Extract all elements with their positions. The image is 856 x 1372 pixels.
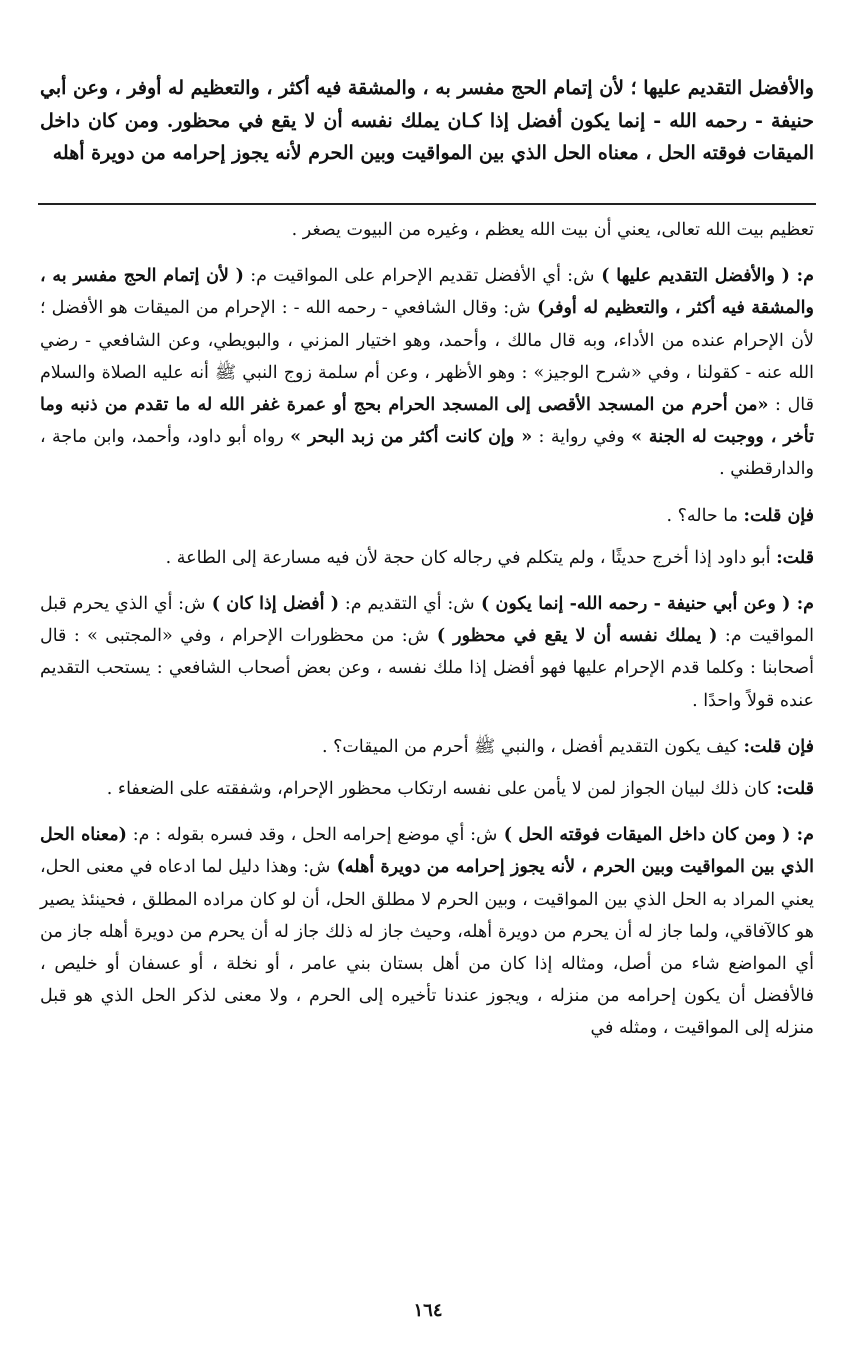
matn-quote: م: ( وعن أبي حنيفة - رحمه الله- إنما يكون ) (474, 594, 814, 615)
commentary-text: كيف يكون التقديم أفضل ، والنبي ﷺ أحرم من الميقات؟ . (321, 736, 744, 757)
matn-text: والأفضل التقديم عليها ؛ لأن إتمام الحج مفسر به ، والمشقة فيه أكثر ، والتعظيم له أوفر ، وعن أبي حنيفة - رحمه الله - إنما يكون أفضل إذا كـان يملك نفسه أن لا يقع في محظور. ومن كان داخل الميقات فوقته الحل ، معناه الحل الذي بين المواقيت وبين الحرم لأنه يجوز إحرامه من دويرة أهله (40, 77, 814, 164)
page-number: ١٦٤ (413, 1300, 443, 1321)
paragraph-1: تعظيم بيت الله تعالى، يعني أن بيت الله يعظم ، وغيره من البيوت يصغر . (291, 220, 814, 240)
paragraph-7 (40, 773, 814, 805)
commentary-text: رواه أبو داود، وأحمد، وابن ماجة ، والدارقطني . (40, 427, 814, 480)
commentary-text: ش: وهذا دليل لما ادعاه في معنى الحل، يعني المراد به الحل الذي بين المواقيت ، وبين الحرم لا مطلق الحل، أن لو كان مراده المطلق ، فحينئذ يصير هو كالآفاقي، ولما جاز له أن يحرم من دويرة أهله، وحيث جاز له ذلك جاز له أن يحرم من دويرة أهله جاز من أي المواضع شاء من أصل، ومثاله إذا كان من أهل بستان بني عامر ، أو نخلة ، أو عسفان أو خليص ، فالأفضل أن يكون إحرامه من منزله ، ويجوز عندنا تأخيره إلى الحرم ، ولا معنى لذكر الحل الذي هو قبل منزله إلى المواقيت ، ومثله في (40, 857, 814, 1039)
commentary-text: أبو داود إذا أخرج حديثًا ، ولم يتكلم في رجاله كان حجة لأن فيه مسارعة إلى الطاعة . (165, 547, 777, 568)
matn-quote: (معناه الحل الذي بين المواقيت وبين الحرم ، لأنه يجوز إحرامه من دويرة أهله) (40, 825, 814, 878)
paragraph-6 (40, 731, 814, 763)
answer-label: قلت: (776, 779, 814, 800)
paragraph-4 (40, 542, 814, 574)
matn-quote: ( يملك نفسه أن لا يقع في محظور ) (429, 626, 718, 647)
paragraph-8 (40, 819, 814, 1044)
matn-quote: ( أفضل إذا كان ) (205, 594, 340, 615)
commentary-text: ما حاله؟ . (666, 505, 744, 526)
hadith-quote: « وإن كانت أكثر من زبد البحر » (290, 427, 533, 448)
commentary-text: وفي رواية : (532, 427, 632, 448)
matn-quote: م: ( والأفضل التقديم عليها ) (594, 266, 814, 287)
answer-label: قلت: (776, 547, 814, 568)
commentary-text: ش: أي الأفضل تقديم الإحرام على المواقيت م: (243, 266, 595, 287)
commentary-text: كان ذلك لبيان الجواز لمن لا يأمن على نفسه ارتكاب محظور الإحرام، وشفقته على الضعفاء . (106, 779, 777, 800)
question-label: فإن قلت: (743, 736, 814, 757)
matn-quote: م: ( ومن كان داخل الميقات فوقته الحل ) (497, 825, 814, 846)
commentary (40, 214, 814, 1059)
matn-quote: ( لأن إتمام الحج مفسر به ، والمشقة فيه أكثر ، والتعظيم له أوفر) (40, 266, 814, 319)
commentary-text: ش: أي التقديم م: (339, 594, 475, 615)
paragraph-3 (40, 500, 814, 532)
commentary-text: ش: أي الذي يحرم قبل المواقيت م: (40, 594, 815, 647)
question-label: فإن قلت: (743, 505, 814, 526)
paragraph-5 (40, 588, 814, 717)
commentary-text: ش: من محظورات الإحرام ، وفي «المجتبى » : قال أصحابنا : وكلما قدم الإحرام عليها فهو أفضل إذا ملك نفسه ، وعن بعض أصحاب الشافعي : يستحب التقديم عنده قولاً واحدًا . (40, 626, 814, 711)
paragraph-2 (40, 260, 814, 485)
commentary-text: ش: أي موضع إحرامه الحل ، وقد فسره بقوله : م: (126, 825, 498, 846)
commentary-text: ش: وقال الشافعي - رحمه الله - : الإحرام من الميقات هو الأفضل ؛ لأن الإحرام عنده من الأداء، وبه قال مالك ، وأحمد، وهو اختيار المزني ، والبويطي، وعن الشافعي - رضي الله عنه - كقولنا ، وفي «شرح الوجيز» : وهو الأظهر ، وعن أم سلمة زوج النبي ﷺ أنه عليه الصلاة والسلام قال : (40, 298, 815, 416)
hadith-quote: «من أحرم من المسجد الأقصى إلى المسجد الحرام بحج أو عمرة غفر الله له ما تقدم من ذنبه وما تأخر ، ووجبت له الجنة » (40, 395, 814, 448)
section-divider (38, 203, 816, 205)
